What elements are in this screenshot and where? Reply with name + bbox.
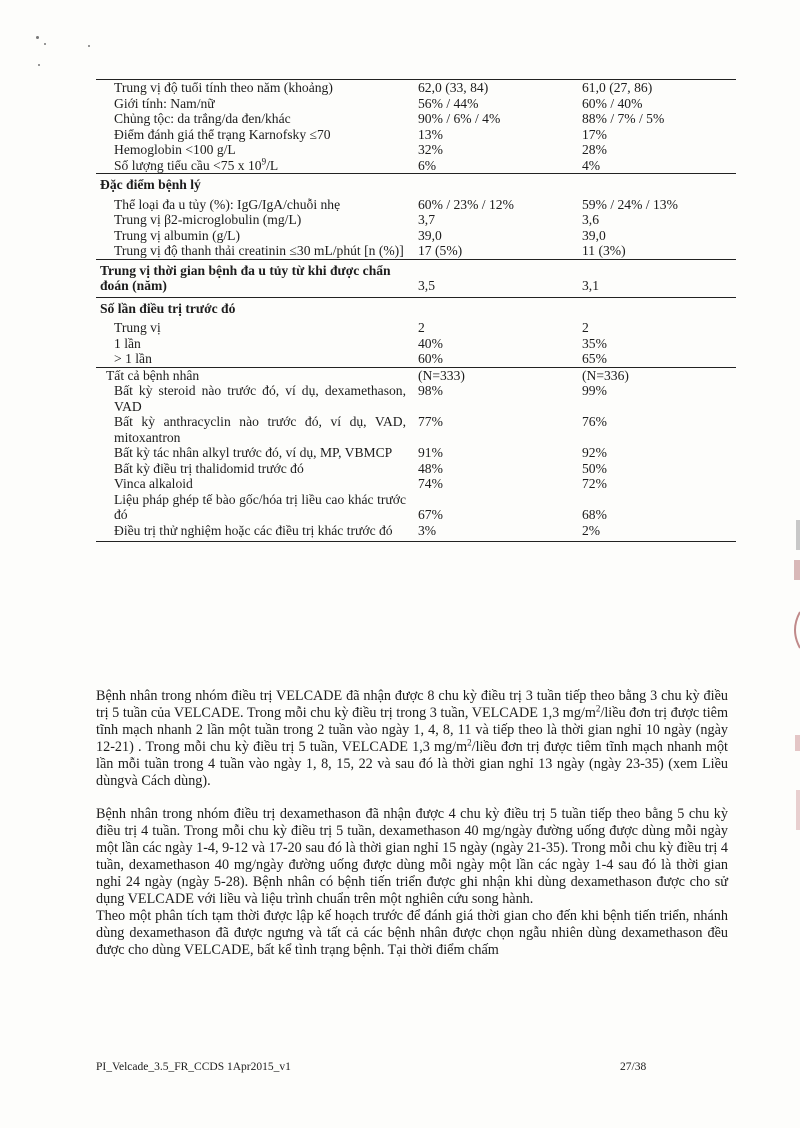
row-label: Điều trị thử nghiệm hoặc các điều trị khác trước đó [96, 523, 414, 542]
paragraph: Theo một phân tích tạm thời được lập kế hoạch trước để đánh giá thời gian cho đến khi bệnh tiến triển, nhánh dùng dexamethason đã được ngưng và tất cả các bệnh nhân được chọn ngẫu nhiên dùng dexamethason đều được cho dùng VELCADE, bất kể tình trạng bệnh. Tại thời điểm chấm [96, 907, 728, 958]
dexamethasone-value: 39,0 [582, 227, 606, 243]
dexamethasone-value: 76% [582, 414, 607, 429]
velcade-value: 13% [418, 126, 443, 142]
section-title: Số lần điều trị trước đó [96, 297, 736, 320]
label-text: Số lượng tiểu cầu <75 x 10 [114, 157, 262, 173]
table-row [96, 445, 736, 461]
dexamethasone-value: 11 (3%) [582, 243, 626, 258]
dexamethasone-value: 99% [582, 383, 607, 398]
dexamethasone-value: 3,1 [578, 259, 736, 297]
paragraph [96, 688, 728, 789]
row-label: Trung vị độ thanh thải creatinin ≤30 mL/phút [n (%)] [114, 243, 404, 258]
row-label: Chủng tộc: da trắng/da đen/khác [114, 111, 291, 126]
row-label: Giới tính: Nam/nữ [114, 95, 215, 111]
table-row [96, 111, 736, 127]
scan-speck [88, 45, 90, 47]
paragraph-text: /liều đơn trị được tiêm tĩnh mạch nhanh 2 lần một tuần trong 2 tuần vào ngày 1, 4, 8, 11 và tiếp theo là thời gian nghỉ 10 ngày (ngày 12-21) . Trong mỗi chu kỳ điều trị 5 tuần, VELCADE 1,3 mg/m [96, 704, 728, 755]
velcade-value: 56% / 44% [418, 95, 479, 111]
velcade-value: 3,7 [418, 212, 435, 227]
section-header-row [96, 174, 736, 197]
table-row [96, 197, 736, 213]
row-label: 1 lần [114, 335, 141, 351]
velcade-value: 67% [418, 507, 443, 522]
dexamethasone-value: 72% [582, 476, 607, 491]
table-row [96, 336, 736, 352]
velcade-value: 40% [418, 335, 443, 351]
superscript: 2 [595, 703, 601, 714]
dexamethasone-value: 92% [582, 445, 607, 460]
paragraph-text: /liều đơn trị được tiêm tĩnh mạch nhanh một lần mỗi tuần trong 4 tuần vào ngày 1, 8, 15, 22 và sau đó là thời gian nghỉ 13 ngày (ngày 23-35) (xem Liều dùngvà Cách dùng). [96, 738, 728, 789]
scan-edge-mark [796, 790, 800, 830]
table-row [96, 80, 736, 96]
velcade-value: 74% [418, 476, 443, 491]
scan-edge-mark [794, 560, 800, 580]
row-label [96, 155, 414, 174]
row-label: Bất kỳ steroid nào trước đó, ví dụ, dexamethason, VAD [114, 383, 406, 414]
row-label: Điểm đánh giá thể trạng Karnofsky ≤70 [114, 126, 331, 142]
stamp-fragment-icon [786, 610, 800, 650]
label-text: /L [266, 157, 279, 173]
row-label: Vinca alkaloid [114, 476, 193, 491]
paragraph-text: Bệnh nhân trong nhóm điều trị VELCADE đã nhận được 8 chu kỳ điều trị 3 tuần tiếp theo bằng 3 chu kỳ điều trị 5 tuần của VELCADE. Trong mỗi chu kỳ điều trị trong 3 tuần, VELCADE 1,3 mg/m [96, 688, 728, 721]
body-text [96, 688, 728, 959]
dexamethasone-value: 60% / 40% [582, 95, 643, 111]
velcade-value: 91% [418, 445, 443, 460]
dexamethasone-value: 2 [582, 320, 589, 335]
velcade-value: 60% / 23% / 12% [418, 196, 514, 212]
row-label: Hemoglobin <100 g/L [114, 142, 236, 157]
table-row [96, 461, 736, 477]
velcade-value: 32% [418, 142, 443, 157]
row-label: Liệu pháp ghép tế bào gốc/hóa trị liều cao khác trước đó [114, 491, 406, 522]
velcade-value: 6% [418, 157, 437, 173]
table-row [96, 127, 736, 143]
velcade-value: 2 [418, 320, 425, 335]
scan-edge-mark [795, 735, 800, 751]
dexamethasone-value: 65% [582, 351, 607, 366]
footer-page-number: 27/38 [620, 1061, 647, 1073]
table-row [96, 142, 736, 158]
row-label: Bất kỳ anthracyclin nào trước đó, ví dụ, VAD, mitoxantron [114, 414, 406, 445]
dexamethasone-value: 35% [582, 335, 607, 351]
dexamethasone-value: 3,6 [582, 212, 599, 227]
table-row [96, 367, 736, 383]
dexamethasone-value: 68% [582, 507, 607, 522]
table-row [96, 523, 736, 542]
velcade-value: 77% [418, 414, 443, 429]
row-label: Trung vị albumin (g/L) [114, 227, 240, 243]
label-superscript: 9 [261, 155, 267, 166]
scan-speck [38, 64, 40, 66]
velcade-value: 3% [414, 523, 578, 542]
section-header-row [96, 297, 736, 320]
section-title: Đặc điểm bệnh lý [96, 174, 736, 197]
velcade-n: (N=333) [414, 367, 578, 383]
table-row [96, 492, 736, 523]
table-row [96, 212, 736, 228]
dexamethasone-value: 50% [582, 460, 607, 476]
table-row [96, 414, 736, 445]
row-label: Trung vị độ tuổi tính theo năm (khoảng) [96, 80, 414, 96]
dexamethasone-value: 2% [578, 523, 736, 542]
dexamethasone-value: 4% [582, 157, 601, 173]
velcade-value: 98% [418, 383, 443, 398]
velcade-value: 48% [418, 460, 443, 476]
table-row [96, 158, 736, 174]
table-row [96, 351, 736, 367]
scan-edge-mark [796, 520, 800, 550]
row-label: Bất kỳ tác nhân alkyl trước đó, ví dụ, MP, VBMCP [114, 445, 393, 460]
dexamethasone-value: 17% [582, 126, 607, 142]
table-row [96, 96, 736, 112]
velcade-value: 62,0 (33, 84) [414, 80, 578, 96]
velcade-value: 39,0 [418, 227, 442, 243]
dexamethasone-value: 88% / 7% / 5% [582, 111, 665, 126]
table-row [96, 320, 736, 336]
scan-speck [36, 36, 39, 39]
table-row [96, 228, 736, 244]
row-label: Trung vị [114, 320, 161, 335]
velcade-value: 60% [418, 351, 443, 366]
table-body [96, 80, 736, 542]
row-label: > 1 lần [114, 351, 152, 366]
row-label: Trung vị thời gian bệnh đa u tủy từ khi được chẩn đoán (năm) [96, 259, 414, 297]
dexamethasone-n: (N=336) [578, 367, 736, 383]
superscript: 2 [467, 736, 472, 747]
velcade-value: 17 (5%) [418, 243, 463, 258]
paragraph: Bệnh nhân trong nhóm điều trị dexamethason đã nhận được 4 chu kỳ điều trị 5 tuần tiếp theo bằng 5 chu kỳ điều trị 4 tuần. Trong mỗi chu kỳ điều trị 5 tuần, dexamethason 40 mg/ngày đường uống được dùng mỗi ngày một lần các ngày 1-4, 9-12 và 17-20 sau đó là thời gian nghỉ 15 ngày (ngày 21-35). Trong mỗi chu kỳ điều trị 4 tuần, dexamethason 40 mg/ngày đường uống được dùng mỗi ngày một lần các ngày 1-4 sau đó là thời gian nghỉ 24 ngày (ngày 5-28). Bệnh nhân có bệnh tiến triển được ghi nhận khi dùng dexamethason được cho sử dụng VELCADE với liều và liệu trình chuẩn trên một nghiên cứu song hành. [96, 806, 728, 907]
dexamethasone-value: 61,0 (27, 86) [578, 80, 736, 96]
table-row [96, 243, 736, 259]
dexamethasone-value: 28% [582, 142, 607, 157]
row-label: Tất cả bệnh nhân [96, 367, 414, 383]
velcade-value: 3,5 [414, 259, 578, 297]
scan-speck [44, 43, 46, 45]
footer-document-id: PI_Velcade_3.5_FR_CCDS 1Apr2015_v1 [96, 1061, 291, 1073]
row-label: Bất kỳ điều trị thalidomid trước đó [114, 460, 304, 476]
patient-characteristics-table [96, 79, 736, 542]
row-label: Trung vị β2-microglobulin (mg/L) [114, 212, 302, 227]
row-label: Thể loại đa u tủy (%): IgG/IgA/chuỗi nhẹ [114, 196, 341, 212]
table-row [96, 259, 736, 297]
dexamethasone-value: 59% / 24% / 13% [582, 196, 678, 212]
table-row [96, 383, 736, 414]
table-row [96, 476, 736, 492]
velcade-value: 90% / 6% / 4% [418, 111, 501, 126]
